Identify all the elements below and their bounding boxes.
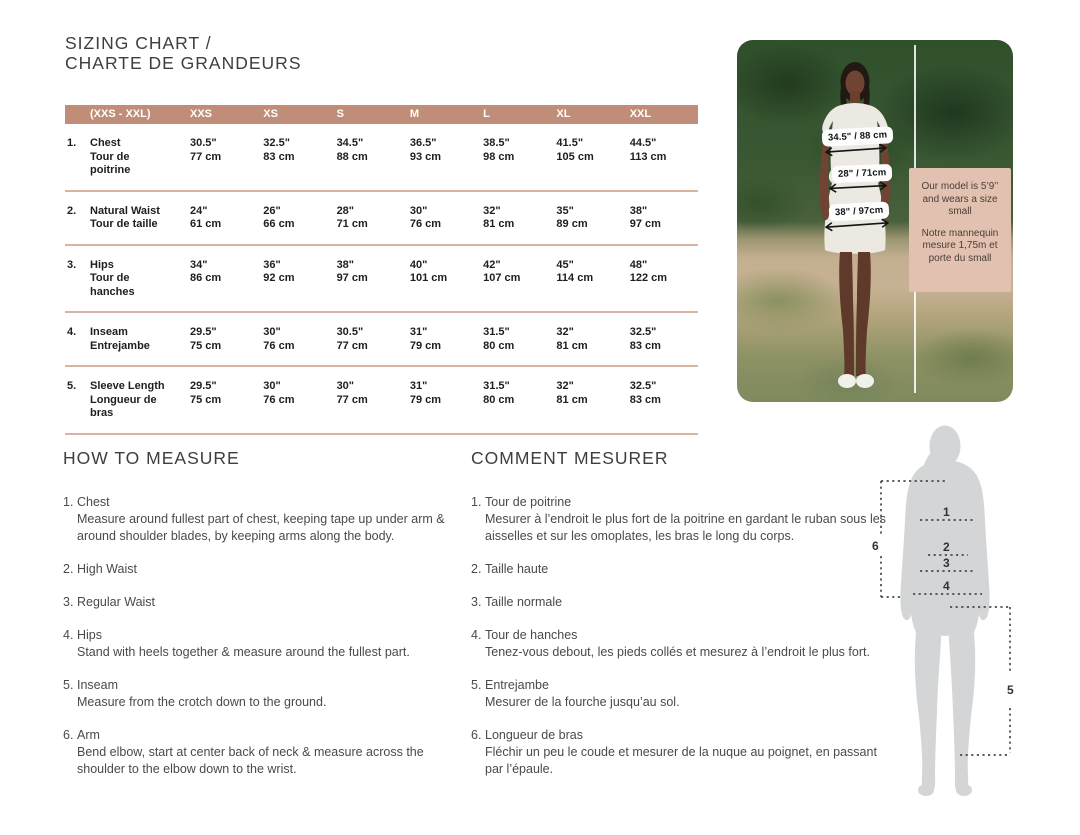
item-description: Mesurer à l’endroit le plus fort de la poitrine en gardant le ruban sous les aisselles et sur les omoplates, les bras le long du corps. [485, 512, 886, 543]
item-number: 1. [471, 495, 482, 509]
model-size-note [909, 168, 1011, 292]
value-cm: 81 cm [556, 393, 588, 406]
size-value [185, 137, 258, 164]
size-value [405, 326, 478, 353]
item-number: 3. [471, 595, 482, 609]
value-inches: 44.5" [629, 137, 657, 149]
value-inches: 32" [483, 204, 501, 217]
table-row-natural-waist [65, 192, 698, 246]
size-value [625, 326, 698, 353]
item-description: Tenez-vous debout, les pieds collés et mesurez à l’endroit le plus fort. [485, 645, 870, 659]
waist-number-label: 3 [943, 556, 950, 570]
value-cm: 83 cm [263, 150, 295, 163]
value-inches: 32.5" [629, 380, 657, 392]
size-value [405, 259, 478, 286]
value-cm: 83 cm [629, 393, 661, 406]
comment-mesurer-heading: COMMENT MESURER [471, 448, 669, 468]
value-cm: 83 cm [629, 339, 661, 352]
list-item [471, 494, 891, 545]
value-inches: 30.5" [190, 137, 217, 149]
value-inches: 32" [556, 380, 574, 392]
column-header-range: (XXS - XXL) [90, 108, 151, 120]
value-inches: 36" [263, 258, 281, 271]
value-inches: 32.5" [263, 137, 290, 149]
value-inches: 30" [336, 380, 355, 392]
item-number: 4. [471, 628, 482, 642]
column-header-xxs: XXS [190, 108, 213, 120]
row-number: 4. [67, 326, 77, 338]
size-value [332, 205, 405, 232]
size-value [185, 380, 258, 407]
waist-measure-tag: 28" / 71cm [832, 164, 893, 183]
row-number: 3. [67, 258, 77, 271]
value-inches: 32.5" [629, 326, 657, 338]
list-item [63, 494, 455, 545]
comment-mesurer-list [471, 494, 891, 794]
value-inches: 42" [483, 258, 501, 271]
item-number: 5. [63, 678, 74, 692]
value-cm: 107 cm [483, 272, 521, 284]
arm-number-label: 6 [872, 539, 879, 553]
value-inches: 24" [190, 204, 208, 217]
item-description: Mesurer de la fourche jusqu’au sol. [485, 695, 680, 709]
size-value [258, 137, 331, 164]
list-item [63, 627, 455, 661]
value-cm: 86 cm [190, 272, 222, 284]
item-title: High Waist [77, 562, 137, 576]
value-inches: 29.5" [190, 326, 217, 338]
value-inches: 40" [409, 258, 428, 271]
value-cm: 80 cm [483, 339, 515, 352]
value-inches: 30" [263, 326, 281, 338]
row-number: 2. [67, 204, 77, 217]
row-label [65, 380, 185, 421]
value-inches: 38.5" [483, 137, 510, 149]
row-label [65, 137, 185, 178]
inseam-number-label: 5 [1007, 683, 1014, 697]
row-label-en: Sleeve Length [90, 380, 165, 392]
value-inches: 31.5" [483, 380, 510, 392]
value-cm: 92 cm [263, 272, 295, 284]
row-number: 5. [67, 380, 77, 392]
row-label-fr: Longueur de bras [90, 393, 157, 419]
list-item [63, 561, 455, 578]
item-number: 6. [471, 728, 482, 742]
item-description: Measure around fullest part of chest, keeping tape up under arm & around shoulder blades, by keeping arms along the body. [77, 512, 445, 543]
value-cm: 77 cm [336, 393, 368, 406]
item-title: Chest [77, 495, 110, 509]
size-value [405, 380, 478, 407]
size-value [551, 326, 624, 353]
size-value [625, 259, 698, 286]
size-value [478, 326, 551, 353]
value-cm: 77 cm [190, 150, 222, 163]
value-inches: 34.5" [336, 137, 364, 149]
row-label-fr: Tour de hanches [90, 272, 135, 298]
row-label-fr: Tour de taille [90, 218, 158, 230]
body-measure-diagram [865, 416, 1040, 816]
model-photo [737, 40, 1013, 402]
row-label-en: Inseam [90, 326, 128, 338]
column-header-xs: XS [263, 108, 278, 120]
value-cm: 98 cm [483, 150, 515, 163]
value-inches: 26" [263, 204, 281, 217]
item-title: Regular Waist [77, 595, 156, 609]
value-cm: 75 cm [190, 393, 222, 406]
item-title: Taille normale [485, 595, 563, 609]
list-item [471, 594, 891, 611]
size-value [625, 205, 698, 232]
size-value [625, 137, 698, 164]
page-title-line2: CHARTE DE GRANDEURS [65, 52, 302, 73]
value-inches: 41.5" [556, 137, 584, 149]
row-label-en: Hips [90, 258, 114, 271]
value-cm: 81 cm [556, 339, 588, 352]
size-value [551, 205, 624, 232]
value-cm: 105 cm [556, 150, 594, 163]
size-value [185, 205, 258, 232]
size-value [332, 259, 405, 286]
row-label [65, 205, 185, 232]
model-note-fr: Notre mannequin mesure 1,75m et porte du small [921, 227, 999, 264]
row-label-en: Natural Waist [90, 204, 160, 217]
value-cm: 76 cm [409, 218, 442, 230]
value-inches: 45" [556, 258, 574, 271]
value-cm: 61 cm [190, 218, 222, 230]
value-inches: 31.5" [483, 326, 510, 338]
column-header-xl: XL [556, 108, 571, 120]
item-number: 2. [471, 562, 482, 576]
chest-measure-tag: 34.5" / 88 cm [822, 126, 894, 147]
value-inches: 36.5" [409, 137, 437, 149]
table-row-hips [65, 246, 698, 314]
item-title: Hips [77, 628, 103, 642]
value-cm: 76 cm [263, 339, 295, 352]
value-cm: 79 cm [409, 339, 442, 352]
table-row-inseam [65, 313, 698, 367]
item-title: Entrejambe [485, 678, 549, 692]
item-title: Taille haute [485, 562, 549, 576]
high-waist-number-label: 2 [943, 540, 950, 554]
value-inches: 30" [263, 380, 281, 392]
item-number: 6. [63, 728, 74, 742]
value-cm: 88 cm [336, 150, 368, 163]
column-header-m: M [409, 108, 420, 120]
size-value [185, 326, 258, 353]
size-value [405, 205, 478, 232]
size-value [551, 137, 624, 164]
list-item [471, 677, 891, 711]
row-label-en: Chest [90, 137, 121, 149]
value-cm: 113 cm [629, 150, 667, 163]
list-item [63, 594, 455, 611]
hips-measure-tag: 38" / 97cm [829, 201, 890, 221]
size-value [625, 380, 698, 407]
row-label-fr: Tour de poitrine [90, 150, 131, 176]
model-note-en: Our model is 5’9’’ and wears a size small [921, 181, 999, 217]
size-value [478, 205, 551, 232]
body-silhouette [900, 426, 989, 797]
list-item [63, 677, 455, 711]
page-title-line1: SIZING CHART / [65, 33, 212, 53]
size-value [332, 326, 405, 353]
value-cm: 114 cm [556, 272, 594, 284]
value-cm: 97 cm [336, 272, 368, 284]
value-cm: 122 cm [629, 272, 668, 284]
value-inches: 31" [409, 326, 428, 338]
item-title: Longueur de bras [485, 728, 583, 742]
list-item [471, 561, 891, 578]
sizing-table [65, 105, 698, 435]
value-cm: 101 cm [409, 272, 448, 284]
value-cm: 75 cm [190, 339, 222, 352]
item-description: Stand with heels together & measure around the fullest part. [77, 645, 410, 659]
value-inches: 29.5" [190, 380, 217, 392]
item-title: Inseam [77, 678, 118, 692]
size-value [478, 259, 551, 286]
value-inches: 31" [409, 380, 428, 392]
value-inches: 30" [409, 204, 428, 217]
hips-number-label: 4 [943, 579, 950, 593]
size-value [185, 259, 258, 286]
value-cm: 71 cm [336, 218, 368, 230]
column-header-xxl: XXL [629, 108, 652, 120]
value-cm: 97 cm [629, 218, 661, 230]
item-title: Arm [77, 728, 100, 742]
size-value [478, 137, 551, 164]
row-label [65, 326, 185, 353]
page-title [65, 34, 302, 73]
value-cm: 66 cm [263, 218, 295, 230]
list-item [63, 727, 455, 778]
value-cm: 81 cm [483, 218, 515, 230]
value-inches: 28" [336, 204, 355, 217]
value-inches: 34" [190, 258, 208, 271]
value-inches: 38" [336, 258, 355, 271]
sizing-table-header [65, 105, 698, 124]
size-value [258, 259, 331, 286]
list-item [471, 627, 891, 661]
size-value [258, 326, 331, 353]
value-cm: 89 cm [556, 218, 588, 230]
size-value [332, 137, 405, 164]
value-inches: 38" [629, 204, 648, 217]
chest-number-label: 1 [943, 505, 950, 519]
list-item [471, 727, 891, 778]
item-description: Measure from the crotch down to the ground. [77, 695, 327, 709]
size-value [258, 205, 331, 232]
size-value [405, 137, 478, 164]
size-value [478, 380, 551, 407]
row-label [65, 259, 185, 300]
item-number: 2. [63, 562, 74, 576]
size-value [332, 380, 405, 407]
table-row-sleeve-length [65, 367, 698, 435]
item-number: 4. [63, 628, 74, 642]
item-description: Fléchir un peu le coude et mesurer de la nuque au poignet, en passant par l’épaule. [485, 745, 877, 776]
table-row-chest [65, 124, 698, 192]
item-title: Tour de hanches [485, 628, 578, 642]
column-header-s: S [336, 108, 344, 120]
item-description: Bend elbow, start at center back of neck & measure across the shoulder to the elbow down to the wrist. [77, 745, 424, 776]
how-to-measure-list [63, 494, 455, 794]
value-cm: 77 cm [336, 339, 368, 352]
value-cm: 93 cm [409, 150, 442, 163]
value-inches: 30.5" [336, 326, 364, 338]
value-cm: 79 cm [409, 393, 442, 406]
size-value [551, 259, 624, 286]
size-value [551, 380, 624, 407]
size-value [258, 380, 331, 407]
item-number: 1. [63, 495, 74, 509]
item-number: 5. [471, 678, 482, 692]
value-cm: 80 cm [483, 393, 515, 406]
value-inches: 35" [556, 204, 574, 217]
row-label-fr: Entrejambe [90, 339, 150, 352]
row-number: 1. [67, 137, 77, 149]
value-inches: 32" [556, 326, 574, 338]
column-header-l: L [483, 108, 490, 120]
value-inches: 48" [629, 258, 648, 271]
item-number: 3. [63, 595, 74, 609]
how-to-measure-heading: HOW TO MEASURE [63, 448, 240, 468]
value-cm: 76 cm [263, 393, 295, 406]
item-title: Tour de poitrine [485, 495, 572, 509]
